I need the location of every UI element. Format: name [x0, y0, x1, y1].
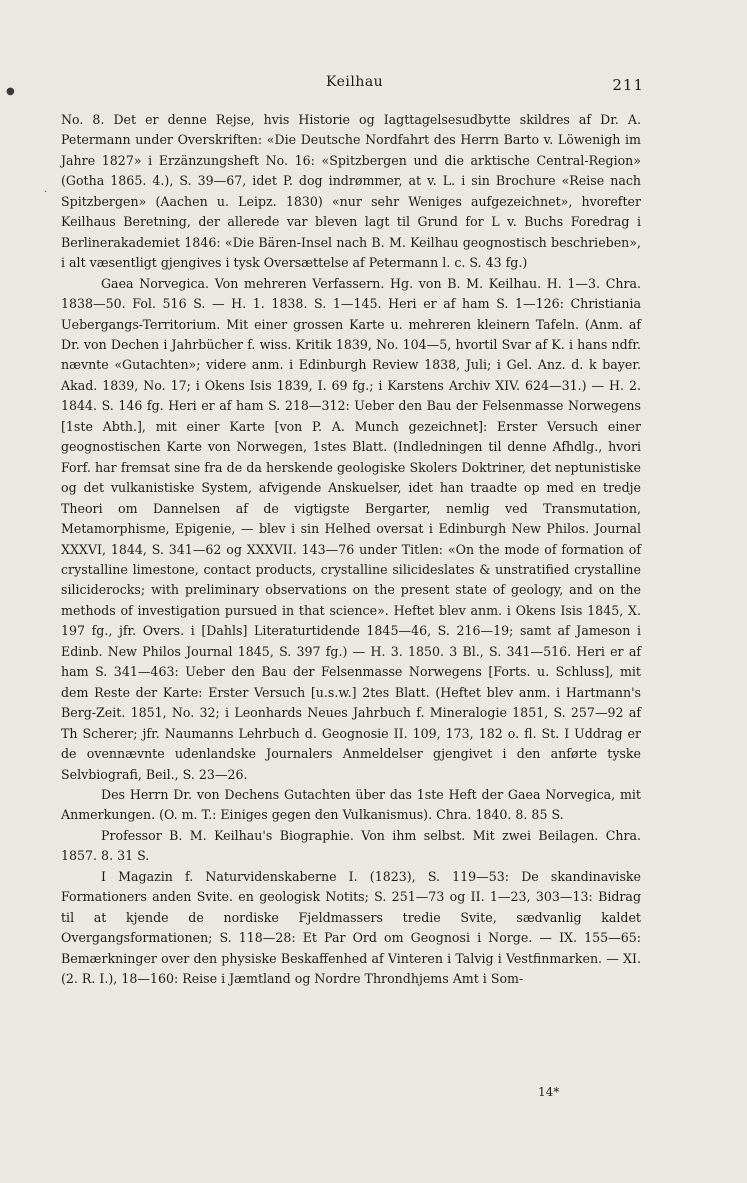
paragraph-biographie: Professor B. M. Keilhau's Biographie. Von ihm selbst. Mit zwei Beilagen. Chra. 1857. 8. 31 S.	[61, 827, 641, 864]
page-number: 211	[612, 76, 644, 94]
paragraph-norwegian-expedition: No. 8. Det er denne Rejse, hvis Historie og Iagttagelsesudbytte skildres af Dr. A. Petermann under Overskriften: «Die Deutsche Nordfahrt des Herrn Barto v. Löwenigh im Jahre 1827» i Erzänzungsheft No. 16: «Spitzbergen und die arktische Central-Region» (Gotha 1865. 4.), S. 39—67, idet P. dog indrømmer, at v. L. i sin Brochure «Reise nach Spitzbergen» (Aachen u. Leipz. 1830) «nur sehr Weniges aufgezeichnet», hvorefter Keilhaus Beretning, der allerede var bleven lagt til Grund for L v. Buchs Foredrag i Berlinerakademiet 1846: «Die Bären-Insel nach B. M. Keilhau geognostisch beschrieben», i alt væsentligt gjengives i tysk Oversættelse af Petermann l. c. S. 43 fg.)	[61, 112, 641, 271]
margin-mark-icon: .	[44, 184, 48, 195]
paragraph-magazin: I Magazin f. Naturvidenskaberne I. (1823), S. 119—53: De skandinaviske Formationers anden Svite. en geologisk Notits; S. 251—73 og II. 1—23, 303—13: Bidrag til at kjende de nordiske Fjeldmassers tredie Svite, sædvanlig kaldet Overgangsformationen; S. 118—28: Et Par Ord om Geognosi i Norge. — IX. 155—65: Bemærkninger over den physiske Beskaffenhed af Vinteren i Talvig i Vestfinmarken. — XI. (2. R. I.), 18—160: Reise i Jæmtland og Nordre Throndhjems Amt i Som-	[61, 868, 641, 987]
page-header	[0, 74, 747, 94]
paragraph-gaea-norvegica: Gaea Norvegica. Von mehreren Verfassern. Hg. von B. M. Keilhau. H. 1—3. Chra. 1838—50. Fol. 516 S. — H. 1. 1838. S. 1—145. Heri er af ham S. 1—126: Christiania Uebergangs-Territorium. Mit einer grossen Karte u. mehreren kleinern Tafeln. (Anm. af Dr. von Dechen i Jahrbücher f. wiss. Kritik 1839, No. 104—5, hvortil Svar af K. i hans ndfr. nævnte «Gutachten»; videre anm. i Edinburgh Review 1838, Juli; i Gel. Anz. d. k bayer. Akad. 1839, No. 17; i Okens Isis 1839, I. 69 fg.; i Karstens Archiv XIV. 624—31.) — H. 2. 1844. S. 146 fg. Heri er af ham S. 218—312: Ueber den Bau der Felsenmasse Norwegens [1ste Abth.], mit einer Karte [von P. A. Munch gezeichnet]: Erster Versuch einer geognostischen Karte von Norwegen, 1stes Blatt. (Indledningen til denne Afhdlg., hvori Forf. har fremsat sine fra de da herskende geologiske Skolers Doktriner, det neptunistiske og det vulkanistiske System, afvigende Anskuelser, idet han traadte op med en tredje Theori om Dannelsen af de vigtigste Bergarter, nemlig ved Transmutation, Metamorphisme, Epigenie, — blev i sin Helhed oversat i Edinburgh New Philos. Journal XXXVI, 1844, S. 341—62 og XXXVII. 143—76 under Titlen: «On the mode of formation of crystalline limestone, contact products, crystalline silicideslates & unstratified crystalline siliciderocks; with preliminary observations on the present state of geology, and on the methods of investigation pursued in that science». Heftet blev anm. i Okens Isis 1845, X. 197 fg., jfr. Overs. i [Dahls] Literaturtidende 1845—46, S. 216—19; samt af Jameson i Edinb. New Philos Journal 1845, S. 397 fg.) — H. 3. 1850. 3 Bl., S. 341—516. Heri er af ham S. 341—463: Ueber den Bau der Felsenmasse Norwegens [Forts. u. Schluss], mit dem Reste der Karte: Erster Versuch [u.s.w.] 2tes Blatt. (Heftet blev anm. i Hartmann's Berg-Zeit. 1851, No. 32; i Leonhards Neues Jahrbuch f. Mineralogie 1851, S. 257—92 af Th Scherer; jfr. Naumanns Lehrbuch d. Geognosie II. 109, 173, 182 o. fl. St. I Uddrag er de ovennævnte udenlandske Journalers Anmeldelser gjengivet i den anførte tyske Selvbiografi, Beil., S. 23—26.	[61, 275, 641, 782]
paragraph-dechens-gutachten: Des Herrn Dr. von Dechens Gutachten über das 1ste Heft der Gaea Norvegica, mit Anmerkungen. (O. m. T.: Einiges gegen den Vulkanismus). Chra. 1840. 8. 85 S.	[61, 786, 641, 823]
margin-dot-icon: ●	[6, 86, 15, 97]
running-title: Keilhau	[326, 74, 384, 90]
body-text	[61, 110, 641, 989]
signature-mark: 14*	[538, 1085, 560, 1099]
